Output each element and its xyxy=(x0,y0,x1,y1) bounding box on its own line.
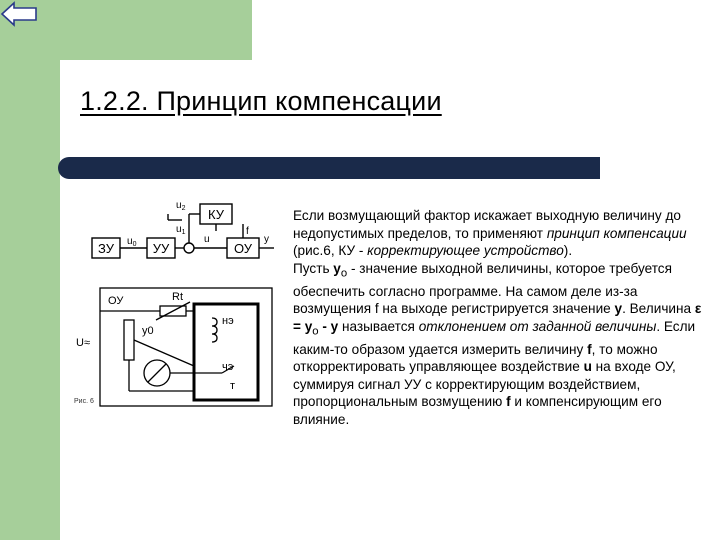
compensation-diagram xyxy=(72,196,277,411)
u-label: u xyxy=(204,234,210,245)
back-arrow-icon[interactable] xyxy=(0,0,40,28)
uu-label: УУ xyxy=(152,241,170,256)
u1-label: $u_1$ xyxy=(176,224,186,236)
rt-label: Rt xyxy=(172,291,183,303)
page-title: 1.2.2. Принцип компенсации xyxy=(80,86,442,116)
y0-label: y0 xyxy=(142,325,154,337)
summing-junction xyxy=(184,243,194,253)
zu-label: ЗУ xyxy=(98,241,114,256)
u-source-label: U≈ xyxy=(76,337,90,349)
left-accent-strip xyxy=(0,0,60,540)
ne-label: нэ xyxy=(222,315,234,327)
y-label: y xyxy=(264,234,269,245)
f-label: f xyxy=(246,226,249,237)
t-label: т xyxy=(230,380,236,392)
u2-label: $u_2$ xyxy=(176,200,186,212)
chz-label: чэ xyxy=(222,361,234,373)
ou2-label: ОУ xyxy=(108,295,124,307)
ou-label: ОУ xyxy=(233,241,253,256)
title-divider-bar xyxy=(58,157,600,179)
resistor-y0 xyxy=(124,320,134,360)
ku-label: КУ xyxy=(208,207,224,222)
heater-coil xyxy=(212,318,217,342)
u0-label: $u_0$ xyxy=(127,236,137,248)
body-text: Если возмущающий фактор искажает выходную величину до недопустимых пределов, то применяют принцип компенсации (рис.6, КУ - корректирующее устройство). Пусть $y_o$ - значение выходной величины, которое требуется обеспечить согласно программе. На самом деле из-за возмущения f на выходе регистрируется значение y. Величина $\varepsilon = y_o - y$ называется отклонением от заданной величины. Если каким-то образом удается измерить величину f, то можно откорректировать управляющее воздействие u на входе ОУ, суммируя сигнал УУ с корректирующим воздействием, пропорциональным возмущению f и компенсирующим его влияние. xyxy=(293,208,702,427)
figure-caption: Рис. 6 xyxy=(74,398,94,405)
circuit-diagram xyxy=(100,288,272,406)
